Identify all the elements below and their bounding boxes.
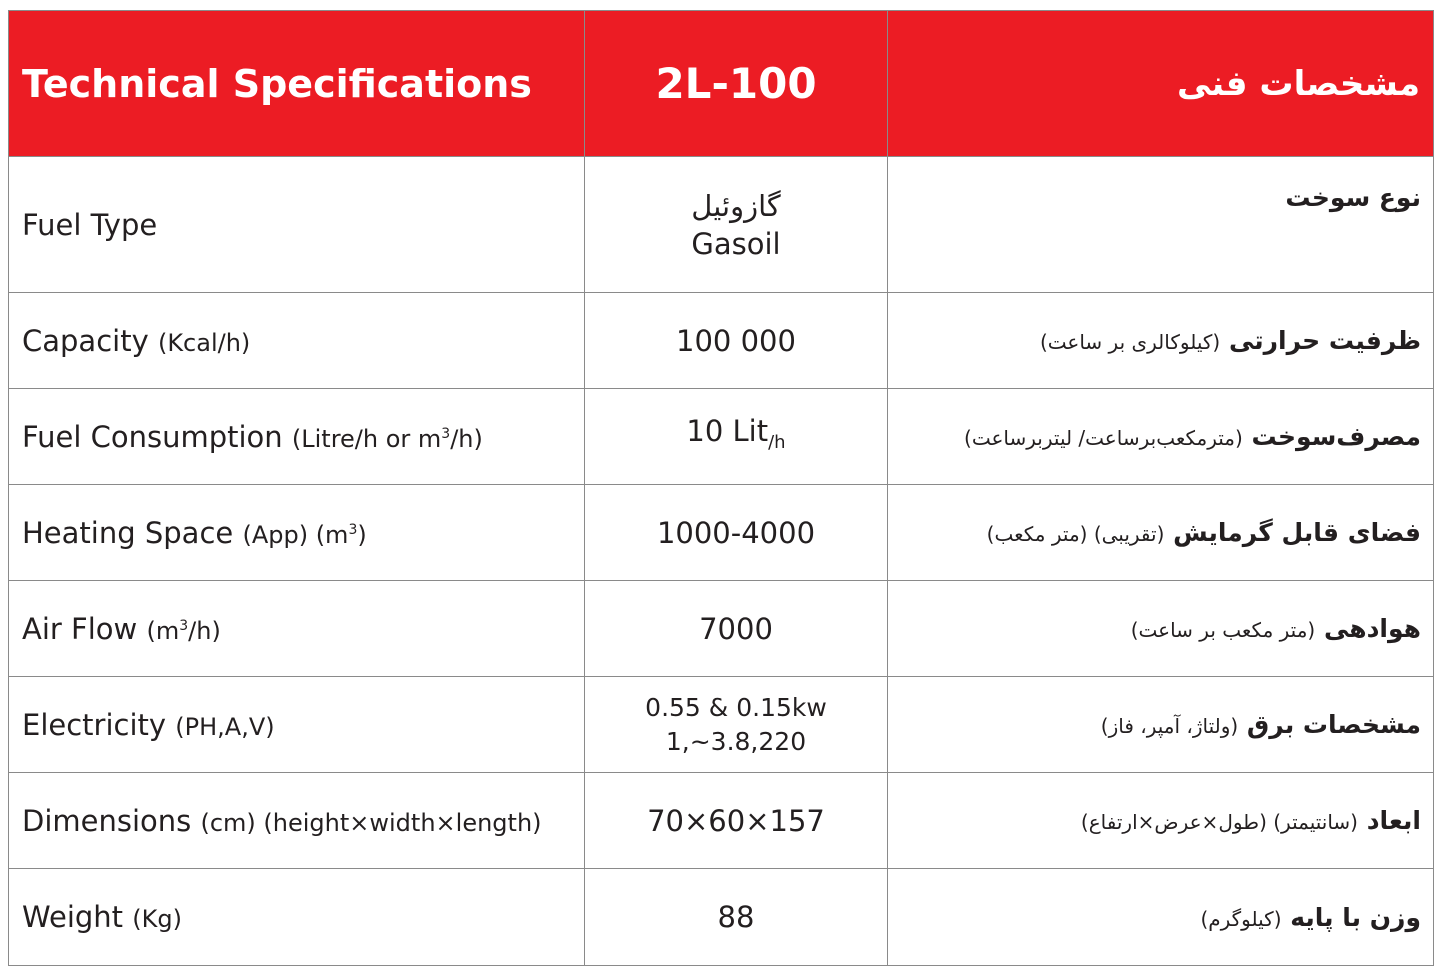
row-value: 7000: [585, 581, 888, 677]
row-label-en: Weight (Kg): [9, 869, 585, 966]
row-label-fa: ظرفیت حرارتی (کیلوکالری بر ساعت): [888, 293, 1434, 389]
row-value: گازوئیل Gasoil: [585, 157, 888, 293]
table-row: [9, 485, 1434, 581]
row-label-en: Electricity (PH,A,V): [9, 677, 585, 773]
row-value: 100 000: [585, 293, 888, 389]
spec-table: [8, 10, 1434, 966]
row-label-en: Heating Space (App) $(m^3)$: [9, 485, 585, 581]
row-label-fa: نوع سوخت: [888, 157, 1434, 293]
table-row: [9, 869, 1434, 966]
table-row: [9, 293, 1434, 389]
table-row: [9, 157, 1434, 293]
table-header-row: [9, 11, 1434, 157]
row-label-fa: مشخصات برق (ولتاژ، آمپر، فاز): [888, 677, 1434, 773]
header-model: 2L-100: [585, 11, 888, 157]
row-value: 0.55 & 0.15kw 1,~3.8,220: [585, 677, 888, 773]
header-title-fa: مشخصات فنی: [888, 11, 1434, 157]
row-label-en: Dimensions (cm) (height×width×length): [9, 773, 585, 869]
row-label-fa: فضای قابل گرمایش (تقریبی) (متر مکعب): [888, 485, 1434, 581]
row-value: 10 Lit$_{/h}$: [585, 389, 888, 485]
row-label-en: Capacity (Kcal/h): [9, 293, 585, 389]
row-label-fa: وزن با پایه (کیلوگرم): [888, 869, 1434, 966]
row-label-fa: مصرف‌سوخت (مترمکعب‌برساعت/ لیتربرساعت): [888, 389, 1434, 485]
table-row: [9, 677, 1434, 773]
table-row: [9, 389, 1434, 485]
row-value: 70×60×157: [585, 773, 888, 869]
row-label-en: Air Flow $(m^3/h)$: [9, 581, 585, 677]
row-value: 1000-4000: [585, 485, 888, 581]
row-label-en: Fuel Type: [9, 157, 585, 293]
header-title-en: Technical Specifications: [9, 11, 585, 157]
table-row: [9, 773, 1434, 869]
row-label-fa: ابعاد (سانتیمتر) (طول×عرض×ارتفاع): [888, 773, 1434, 869]
row-value: 88: [585, 869, 888, 966]
row-label-fa: هوادهی (متر مکعب بر ساعت): [888, 581, 1434, 677]
row-label-en: Fuel Consumption (Litre/h or $m^3/h$): [9, 389, 585, 485]
table-row: [9, 581, 1434, 677]
